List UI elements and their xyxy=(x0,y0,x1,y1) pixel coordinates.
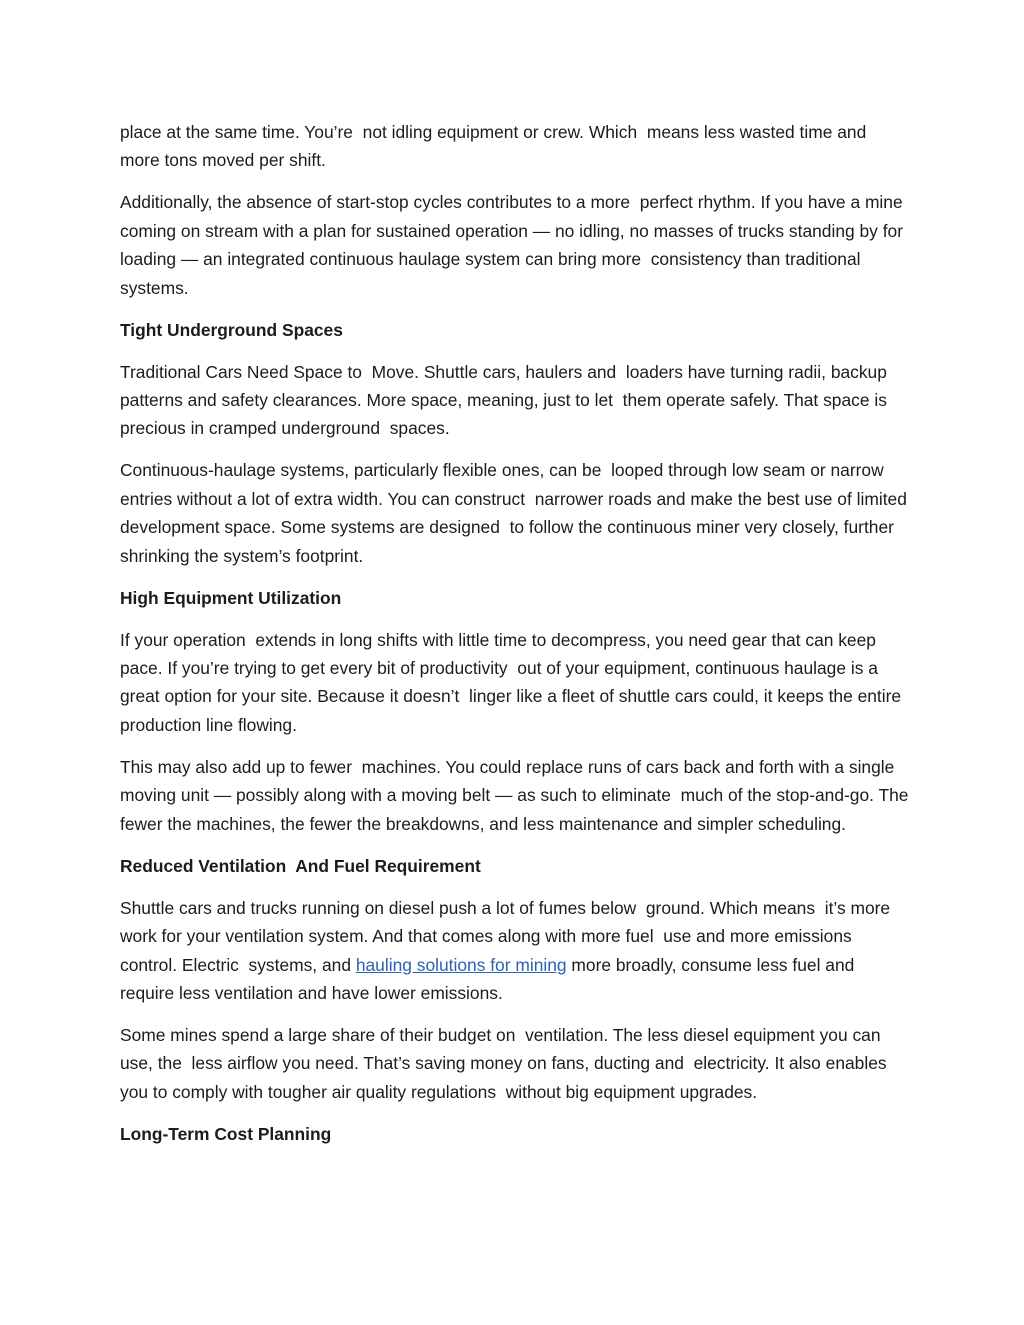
paragraph-text: Shuttle cars and trucks running on diesel push a lot of fumes below ground. Which means it’s more work for your ventilation system. And that comes along with more fuel use and more emissions control. Electric systems, and xyxy=(120,897,895,975)
paragraph: Additionally, the absence of start-stop cycles contributes to a more perfect rhythm. If you have a mine coming on stream with a plan for sustained operation — no idling, no masses of trucks standing by for loading — an integrated continuous haulage system can bring more consistency than traditional systems. xyxy=(120,192,908,298)
paragraph-text: more broadly, consume less fuel and require less ventilation and have lower emissions. xyxy=(120,954,860,1003)
paragraph: Some mines spend a large share of their budget on ventilation. The less diesel equipment you can use, the less airflow you need. That’s saving money on fans, ducting and electricity. It also enables you to comply with tougher air quality regulations without big equipment upgrades. xyxy=(120,1024,892,1102)
paragraph: If your operation extends in long shifts with little time to decompress, you need gear that can keep pace. If you’re trying to get every bit of productivity out of your equipment, continuous haulage is a great option for your site. Because it doesn’t linger like a fleet of shuttle cars could, it keeps the entire production line flowing. xyxy=(120,629,906,735)
section-heading: Long-Term Cost Planning xyxy=(120,1123,332,1144)
paragraph-with-link xyxy=(120,894,910,1008)
paragraph: This may also add up to fewer machines. You could replace runs of cars back and forth with a single moving unit — possibly along with a moving belt — as such to eliminate much of the stop-and-go. The fewer the machines, the fewer the breakdowns, and less maintenance and simpler scheduling. xyxy=(120,756,914,834)
section-heading: High Equipment Utilization xyxy=(120,587,342,608)
section-heading: Tight Underground Spaces xyxy=(120,319,343,340)
hauling-solutions-link[interactable]: hauling solutions for mining xyxy=(355,954,567,975)
document-page xyxy=(120,118,914,1162)
paragraph: Continuous-haulage systems, particularly flexible ones, can be looped through low seam or narrow entries without a lot of extra width. You can construct narrower roads and make the best use of limited development space. Some systems are designed to follow the continuous miner very closely, further shrinking the system’s footprint. xyxy=(120,460,912,566)
section-heading: Reduced Ventilation And Fuel Requirement xyxy=(120,855,481,876)
paragraph: Traditional Cars Need Space to Move. Shuttle cars, haulers and loaders have turning radii, backup patterns and safety clearances. More space, meaning, just to let them operate safely. That space is precious in cramped underground spaces. xyxy=(120,361,892,439)
paragraph: place at the same time. You’re not idling equipment or crew. Which means less wasted time and more tons moved per shift. xyxy=(120,122,872,171)
